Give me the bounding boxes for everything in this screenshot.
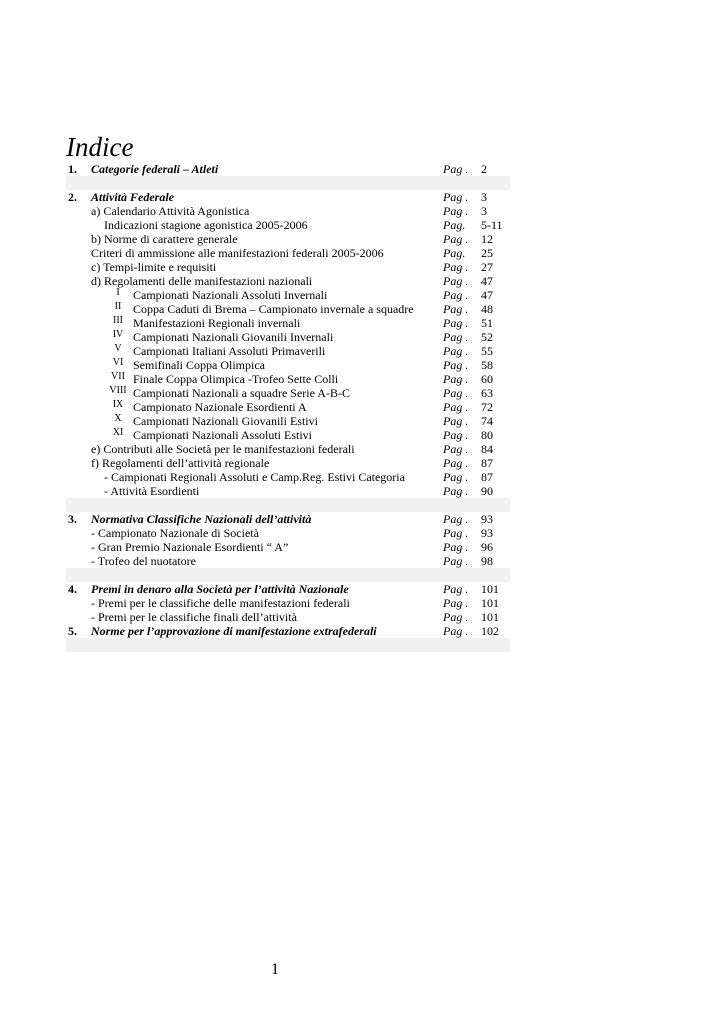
pag-label: Pag . — [443, 512, 469, 526]
pag-label: Pag . — [443, 582, 469, 596]
toc-row — [66, 288, 510, 302]
toc-row — [66, 582, 510, 596]
pag-label: Pag . — [443, 456, 469, 470]
entry-page-number: 58 — [481, 358, 493, 372]
entry-page-number: 96 — [481, 540, 493, 554]
roman-numeral: XI — [112, 427, 124, 438]
entry-page-number: 3 — [481, 204, 487, 218]
pag-label: Pag . — [443, 274, 469, 288]
pag-label: Pag . — [443, 414, 469, 428]
toc-row — [66, 330, 510, 344]
toc-separator — [66, 176, 510, 190]
toc-row — [66, 246, 510, 260]
entry-page-number: 93 — [481, 526, 493, 540]
toc-row — [66, 484, 510, 498]
page-title: Indice — [66, 132, 134, 162]
roman-numeral: VIII — [109, 385, 127, 396]
entry-page-number: 2 — [481, 162, 487, 176]
toc-row — [66, 442, 510, 456]
toc-row — [66, 554, 510, 568]
entry-title: Criteri di ammissione alle manifestazioni federali 2005-2006 — [91, 246, 384, 260]
entry-page-number: 80 — [481, 428, 493, 442]
toc-row — [66, 400, 510, 414]
pag-label: Pag . — [443, 344, 469, 358]
entry-title: Indicazioni stagione agonistica 2005-2006 — [104, 218, 308, 232]
entry-title: Campionati Nazionali Giovanili Invernali — [133, 330, 334, 344]
roman-numeral: VI — [112, 357, 124, 368]
entry-page-number: 72 — [481, 400, 493, 414]
section-number: 2. — [68, 190, 77, 204]
toc-row — [66, 428, 510, 442]
section-number: 1. — [68, 162, 77, 176]
toc-row — [66, 260, 510, 274]
toc-row — [66, 218, 510, 232]
entry-title: Campionati Nazionali a squadre Serie A-B-C — [133, 386, 350, 400]
pag-label: Pag . — [443, 316, 469, 330]
toc-separator — [66, 498, 510, 512]
entry-title: Premi in denaro alla Società per l’attività Nazionale — [91, 582, 349, 596]
entry-title: - Gran Premio Nazionale Esordienti “ A” — [91, 540, 289, 554]
entry-page-number: 93 — [481, 512, 493, 526]
entry-page-number: 51 — [481, 316, 493, 330]
pag-label: Pag . — [443, 400, 469, 414]
entry-title: Norme per l’approvazione di manifestazione extrafederali — [91, 624, 377, 638]
entry-title: Campionati Nazionali Assoluti Invernali — [133, 288, 328, 302]
entry-title: Campionati Nazionali Assoluti Estivi — [133, 428, 312, 442]
toc-row — [66, 456, 510, 470]
entry-page-number: 90 — [481, 484, 493, 498]
roman-numeral: II — [114, 301, 122, 312]
pag-label: Pag . — [443, 204, 469, 218]
entry-page-number: 101 — [481, 582, 499, 596]
toc-row — [66, 414, 510, 428]
toc-row — [66, 344, 510, 358]
entry-title: b) Norme di carattere generale — [91, 232, 238, 246]
entry-title: Campionato Nazionale Esordienti A — [133, 400, 307, 414]
pag-label: Pag . — [443, 484, 469, 498]
entry-title: c) Tempi-limite e requisiti — [91, 260, 217, 274]
entry-page-number: 84 — [481, 442, 493, 456]
entry-title: Normativa Classifiche Nazionali dell’attività — [91, 512, 312, 526]
entry-title: Finale Coppa Olimpica -Trofeo Sette Colli — [133, 372, 339, 386]
pag-label: Pag . — [443, 358, 469, 372]
entry-page-number: 101 — [481, 610, 499, 624]
toc-row — [66, 274, 510, 288]
pag-label: Pag . — [443, 288, 469, 302]
entry-title: Categorie federali – Atleti — [91, 162, 219, 176]
pag-label: Pag . — [443, 470, 469, 484]
entry-title: - Premi per le classifiche finali dell’attività — [91, 610, 297, 624]
entry-title: Attività Federale — [91, 190, 174, 204]
pag-label: Pag . — [443, 610, 469, 624]
pag-label: Pag . — [443, 232, 469, 246]
toc-row — [66, 316, 510, 330]
pag-label: Pag . — [443, 442, 469, 456]
page-number: 1 — [271, 961, 279, 978]
entry-page-number: 101 — [481, 596, 499, 610]
entry-title: Semifinali Coppa Olimpica — [133, 358, 265, 372]
pag-label: Pag. — [443, 246, 466, 260]
toc-separator — [66, 638, 510, 652]
section-number: 3. — [68, 512, 77, 526]
toc-row — [66, 624, 510, 638]
roman-numeral: V — [114, 343, 122, 354]
entry-title: f) Regolamenti dell’attività regionale — [91, 456, 270, 470]
pag-label: Pag . — [443, 428, 469, 442]
toc-row — [66, 302, 510, 316]
toc-row — [66, 596, 510, 610]
pag-label: Pag . — [443, 190, 469, 204]
toc-row — [66, 204, 510, 218]
entry-title: - Attività Esordienti — [104, 484, 200, 498]
table-of-contents — [66, 162, 510, 652]
entry-page-number: 3 — [481, 190, 487, 204]
entry-page-number: 48 — [481, 302, 493, 316]
entry-page-number: 5-11 — [481, 218, 503, 232]
toc-row — [66, 526, 510, 540]
pag-label: Pag. — [443, 218, 466, 232]
entry-page-number: 87 — [481, 470, 493, 484]
entry-title: - Trofeo del nuotatore — [91, 554, 196, 568]
entry-page-number: 87 — [481, 456, 493, 470]
entry-page-number: 47 — [481, 288, 493, 302]
entry-page-number: 98 — [481, 554, 493, 568]
pag-label: Pag . — [443, 330, 469, 344]
entry-title: Campionati Nazionali Giovanili Estivi — [133, 414, 318, 428]
roman-numeral: IX — [112, 399, 124, 410]
roman-numeral: III — [113, 315, 123, 326]
entry-page-number: 47 — [481, 274, 493, 288]
toc-row — [66, 162, 510, 176]
toc-row — [66, 610, 510, 624]
toc-row — [66, 540, 510, 554]
section-number: 5. — [68, 624, 77, 638]
entry-page-number: 25 — [481, 246, 493, 260]
entry-page-number: 63 — [481, 386, 493, 400]
pag-label: Pag . — [443, 386, 469, 400]
toc-row — [66, 470, 510, 484]
entry-title: - Premi per le classifiche delle manifestazioni federali — [91, 596, 350, 610]
pag-label: Pag . — [443, 260, 469, 274]
toc-row — [66, 386, 510, 400]
toc-row — [66, 232, 510, 246]
pag-label: Pag . — [443, 372, 469, 386]
roman-numeral: IV — [112, 329, 124, 340]
entry-page-number: 27 — [481, 260, 493, 274]
toc-row — [66, 512, 510, 526]
pag-label: Pag . — [443, 624, 469, 638]
toc-row — [66, 190, 510, 204]
entry-page-number: 52 — [481, 330, 493, 344]
entry-page-number: 60 — [481, 372, 493, 386]
pag-label: Pag . — [443, 554, 469, 568]
pag-label: Pag . — [443, 540, 469, 554]
entry-title: a) Calendario Attività Agonistica — [91, 204, 250, 218]
pag-label: Pag . — [443, 596, 469, 610]
roman-numeral: VII — [111, 371, 125, 382]
roman-numeral: X — [114, 413, 122, 424]
entry-title: d) Regolamenti delle manifestazioni nazionali — [91, 274, 313, 288]
entry-title: Coppa Caduti di Brema – Campionato invernale a squadre — [133, 302, 414, 316]
toc-row — [66, 358, 510, 372]
toc-row — [66, 372, 510, 386]
entry-page-number: 55 — [481, 344, 493, 358]
entry-page-number: 74 — [481, 414, 493, 428]
pag-label: Pag . — [443, 526, 469, 540]
entry-page-number: 12 — [481, 232, 493, 246]
entry-title: e) Contributi alle Società per le manifestazioni federali — [91, 442, 355, 456]
section-number: 4. — [68, 582, 77, 596]
toc-separator — [66, 568, 510, 582]
pag-label: Pag . — [443, 302, 469, 316]
entry-page-number: 102 — [481, 624, 499, 638]
entry-title: - Campionati Regionali Assoluti e Camp.Reg. Estivi Categoria — [104, 470, 405, 484]
entry-title: Manifestazioni Regionali invernali — [133, 316, 301, 330]
roman-numeral: I — [116, 287, 120, 298]
entry-title: Campionati Italiani Assoluti Primaverili — [133, 344, 326, 358]
pag-label: Pag . — [443, 162, 469, 176]
entry-title: - Campionato Nazionale di Società — [91, 526, 259, 540]
